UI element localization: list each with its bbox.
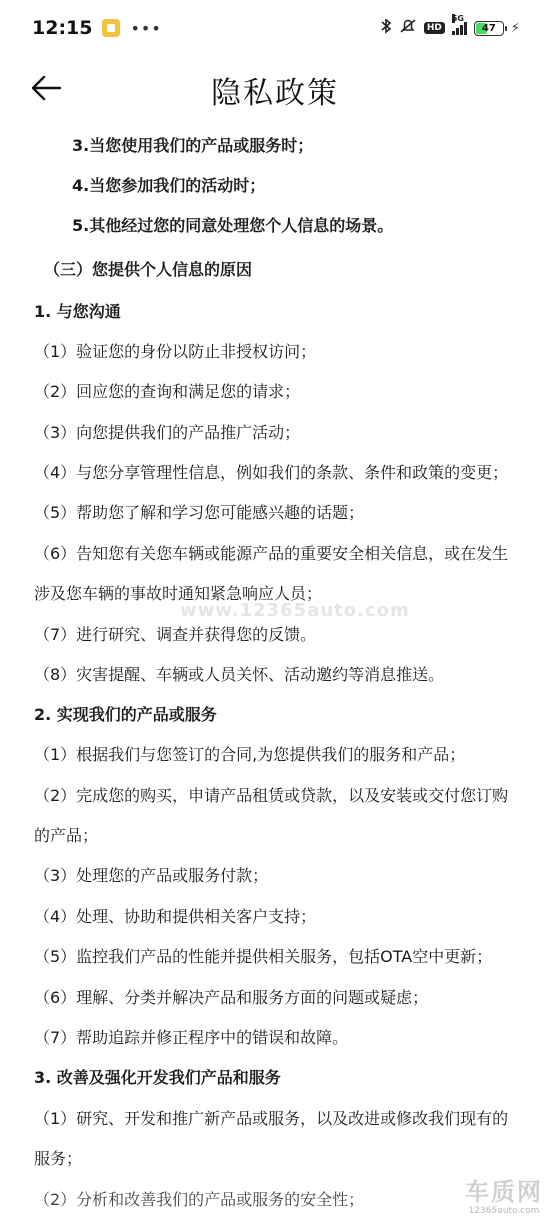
battery-percent: 47	[481, 22, 496, 34]
list-item: （3）处理您的产品或服务付款；	[34, 866, 269, 885]
clock: 12:15	[32, 17, 93, 39]
site-watermark: www.12365auto.com	[180, 600, 410, 621]
list-item-continued: 涉及您车辆的事故时通知紧急响应人员；	[34, 584, 323, 603]
list-item: （2）回应您的查询和满足您的请求；	[34, 382, 301, 401]
status-bar	[0, 0, 550, 56]
bluetooth-icon	[380, 18, 392, 38]
status-left	[32, 17, 162, 39]
subsection-heading: 2. 实现我们的产品或服务	[34, 705, 217, 724]
list-item: （4）与您分享管理性信息，例如我们的条款、条件和政策的变更；	[34, 463, 509, 482]
list-item: （1）验证您的身份以防止非授权访问；	[34, 342, 317, 361]
list-item: （1）研究、开发和推广新产品或服务，以及改进或修改我们现有的	[34, 1109, 509, 1128]
list-item: （4）处理、协助和提供相关客户支持；	[34, 907, 317, 926]
list-item: （6）理解、分类并解决产品和服务方面的问题或疑虑；	[34, 988, 429, 1007]
list-item: （5）帮助您了解和学习您可能感兴趣的话题；	[34, 503, 365, 522]
status-right	[380, 14, 520, 38]
scenario-item: 3.当您使用我们的产品或服务时；	[72, 136, 314, 155]
list-item: （7）帮助追踪并修正程序中的错误和故障。	[34, 1028, 349, 1047]
list-item-continued: 服务；	[34, 1149, 83, 1168]
subsection-heading: 1. 与您沟通	[34, 302, 121, 321]
scenario-item: 4.当您参加我们的活动时；	[72, 176, 266, 195]
list-item: （1）根据我们与您签订的合同,为您提供我们的服务和产品；	[34, 745, 466, 764]
hd-voice-icon: HD	[424, 22, 445, 34]
scenario-item: 5.其他经过您的同意处理您个人信息的场景。	[72, 216, 394, 235]
section-heading: （三）您提供个人信息的原因	[44, 260, 253, 279]
brand-watermark-logo	[462, 1178, 546, 1217]
more-notifications-icon: •••	[130, 18, 162, 38]
page-title: 隐私政策	[211, 76, 339, 111]
subsection-heading: 3. 改善及强化开发我们产品和服务	[34, 1068, 281, 1087]
brand-watermark-text: 车质网	[465, 1177, 543, 1206]
list-item: （3）向您提供我们的产品推广活动；	[34, 423, 301, 442]
battery-icon	[474, 21, 504, 36]
list-item: （2）分析和改善我们的产品或服务的安全性；	[34, 1190, 365, 1209]
nav-bar	[0, 56, 550, 120]
brand-watermark-url: 12365auto.com	[468, 1206, 540, 1216]
list-item: （2）完成您的购买，申请产品租赁或贷款，以及安装或交付您订购	[34, 786, 509, 805]
list-item: （5）监控我们产品的性能并提供相关服务，包括OTA空中更新；	[34, 947, 493, 966]
network-type-label: 5G	[451, 14, 464, 23]
list-item: （8）灾害提醒、车辆或人员关怀、活动邀约等消息推送。	[34, 665, 445, 684]
notes-app-icon	[102, 19, 120, 37]
list-item-continued: 的产品；	[34, 826, 99, 845]
charging-icon: ⚡	[510, 20, 520, 36]
list-item: （7）进行研究、调查并获得您的反馈。	[34, 625, 317, 644]
mute-bell-icon	[399, 18, 417, 38]
cellular-signal-icon	[451, 14, 467, 35]
list-item: （6）告知您有关您车辆或能源产品的重要安全相关信息，或在发生	[34, 544, 509, 563]
